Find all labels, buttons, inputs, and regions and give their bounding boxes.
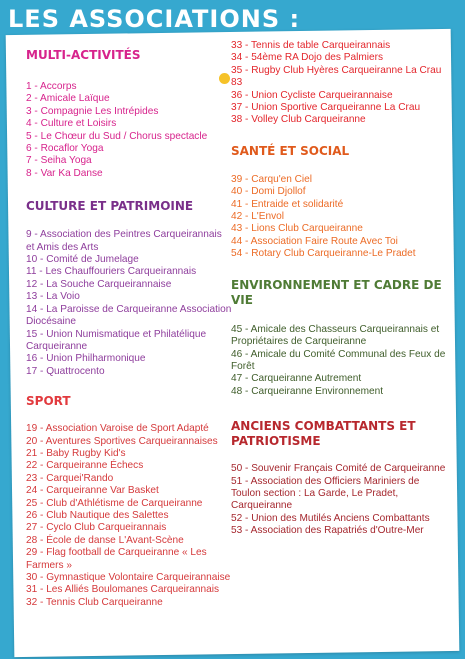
list-item: 20 - Aventures Sportives Carqueirannaises [26,435,218,447]
list-item: 9 - Association des Peintres Carqueirannais et Amis des Arts [26,229,222,253]
list-item: 24 - Carqueiranne Var Basket [26,485,159,497]
section-heading: CULTURE ET PATRIMOINE [26,199,194,214]
section-culture-patrimoine [26,199,232,378]
list-item: 40 - Domi Djollof [231,186,306,198]
list-item: 31 - Les Alliés Boulomanes Carqueirannais [26,584,220,596]
list-item: 29 - Flag football de Carqueiranne « Les Farmers » [26,547,207,571]
list-item: 15 - Union Numismatique et Philatélique Carqueiranne [26,328,207,352]
association-list [26,229,232,378]
section-heading: SPORT [26,394,71,409]
list-item: 32 - Tennis Club Carqueiranne [26,596,163,608]
list-item: 53 - Association des Rapatriés d'Outre-Mer [231,525,424,537]
section-sport-continued [231,40,446,127]
list-item: 28 - École de danse L'Avant-Scène [26,534,184,546]
section-multi-activites [26,48,232,180]
list-item: 52 - Union des Mutilés Anciens Combattants [231,512,430,524]
list-item: 50 - Souvenir Français Comité de Carqueiranne [231,463,446,475]
associations-list [10,32,455,654]
list-item: 23 - Carquei'Rando [26,472,114,484]
list-item: 1 - Accorps [26,81,77,92]
section-environnement [231,278,446,398]
list-item: 27 - Cyclo Club Carqueirannais [26,522,167,534]
list-item: 19 - Association Varoise de Sport Adapté [26,423,209,435]
page-title: LES ASSOCIATIONS : [8,5,301,33]
list-item: 4 - Culture et Loisirs [26,118,117,130]
list-item: 8 - Var Ka Danse [26,167,103,179]
association-list [231,463,446,537]
list-item: 17 - Quattrocento [26,365,105,377]
association-list [231,324,446,398]
right-column [231,40,446,538]
list-item: 34 - 54ème RA Dojo des Palmiers [231,52,384,64]
list-item: 36 - Union Cycliste Carqueirannaise [231,89,393,101]
list-item: 39 - Carqu'en Ciel [231,173,313,185]
list-item: 51 - Association des Officiers Mariniers de Toulon section : La Garde, Le Pradet, Carqueiranne [231,475,420,512]
list-item: 38 - Volley Club Carqueiranne [231,114,366,126]
section-heading: ENVIRONNEMENT ET CADRE DE VIE [231,277,442,307]
list-item: 7 - Seiha Yoga [26,155,92,167]
list-item: 41 - Entraide et solidarité [231,198,344,210]
list-item: 26 - Club Nautique des Salettes [26,509,169,521]
list-item: 30 - Gymnastique Volontaire Carqueirannaise [26,572,231,583]
section-anciens-combattants [231,419,446,537]
association-list [231,174,446,261]
association-list [26,423,232,609]
list-item: 54 - Rotary Club Carqueiranne-Le Pradet [231,248,416,260]
list-item: 3 - Compagnie Les Intrépides [26,105,159,117]
list-item: 42 - L'Envol [231,211,284,223]
list-item: 12 - La Souche Carqueirannaise [26,278,172,290]
list-item: 46 - Amicale du Comité Communal des Feux de Forêt [231,348,446,372]
section-heading: SANTÉ ET SOCIAL [231,143,350,158]
section-sante-social [231,144,446,261]
list-item: 16 - Union Philharmonique [26,353,146,365]
list-item: 48 - Carqueiranne Environnement [231,385,384,397]
list-item: 45 - Amicale des Chasseurs Carqueirannais et Propriétaires de Carqueiranne [231,323,440,348]
list-item: 14 - La Paroisse de Carqueiranne Association Diocésaine [26,303,232,328]
list-item: 33 - Tennis de table Carqueirannais [231,40,391,51]
section-heading: MULTI-ACTIVITÉS [26,48,141,62]
list-item: 47 - Carqueiranne Autrement [231,373,362,385]
list-item: 6 - Rocaflor Yoga [26,143,104,155]
list-item: 37 - Union Sportive Carqueiranne La Crau [231,102,421,114]
section-sport [26,394,232,609]
list-item: 2 - Amicale Laïque [26,93,110,105]
association-list [26,81,232,180]
list-item: 44 - Association Faire Route Avec Toi [231,235,398,247]
list-item: 25 - Club d'Athlétisme de Carqueiranne [26,497,203,509]
section-heading: ANCIENS COMBATTANTS ET PATRIOTISME [231,419,416,449]
list-item: 11 - Les Chauffouriers Carqueirannais [26,266,197,278]
list-item: 35 - Rugby Club Hyères Carqueiranne La Crau 83 [231,64,442,89]
list-item: 5 - Le Chœur du Sud / Chorus spectacle [26,130,208,142]
list-item: 22 - Carqueiranne Échecs [26,460,144,472]
list-item: 10 - Comité de Jumelage [26,254,139,266]
list-item: 13 - La Voio [26,291,80,303]
left-column [26,48,232,609]
list-item: 43 - Lions Club Carqueiranne [231,223,363,235]
list-item: 21 - Baby Rugby Kid's [26,447,126,459]
association-list [231,40,446,127]
